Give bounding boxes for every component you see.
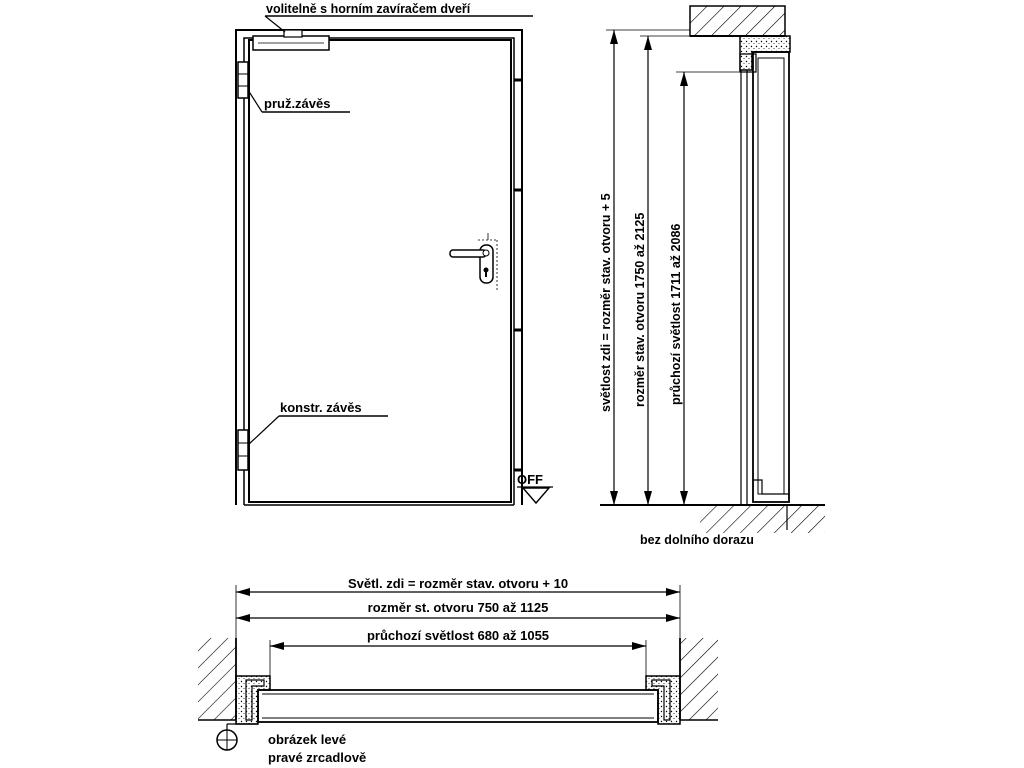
door-handle-icon <box>450 233 498 290</box>
closer-note: volitelně s horním zavíračem dveří <box>266 2 471 16</box>
floor <box>700 505 825 533</box>
right-wall <box>680 638 718 720</box>
side-opening-size: rozměr stav. otvoru 1750 až 2125 <box>633 212 647 407</box>
structural-hinge-icon <box>238 430 248 470</box>
off-mark: OFF <box>517 472 543 487</box>
top-wall <box>690 6 785 36</box>
caption-line-2: pravé zrcadlově <box>268 750 367 765</box>
side-section <box>599 6 825 547</box>
door-leaf-plan <box>258 690 658 722</box>
plan-wall-clearance: Světl. zdi = rozměr stav. otvoru + 10 <box>347 576 569 591</box>
door-closer-icon <box>253 30 329 50</box>
plan-opening-size: rozměr st. otvoru 750 až 1125 <box>367 600 549 615</box>
left-wall <box>198 638 236 720</box>
structural-hinge-label: konstr. závěs <box>280 400 362 415</box>
caption-line-1: obrázek levé <box>268 732 347 747</box>
hinge-pivot-icon <box>217 724 258 750</box>
floor-level-icon <box>523 488 549 503</box>
spring-hinge-icon <box>238 62 248 98</box>
no-bottom-stop-label: bez dolního dorazu <box>640 533 754 547</box>
front-view <box>236 2 553 505</box>
plan-passage-clearance: průchozí světlost 680 až 1055 <box>366 628 550 643</box>
side-passage-clearance: průchozí světlost 1711 až 2086 <box>669 223 683 405</box>
side-wall-clearance: světlost zdi = rozměr stav. otvoru + 5 <box>599 193 613 412</box>
spring-hinge-label: pruž.závěs <box>264 96 331 111</box>
plan-view <box>198 576 718 765</box>
